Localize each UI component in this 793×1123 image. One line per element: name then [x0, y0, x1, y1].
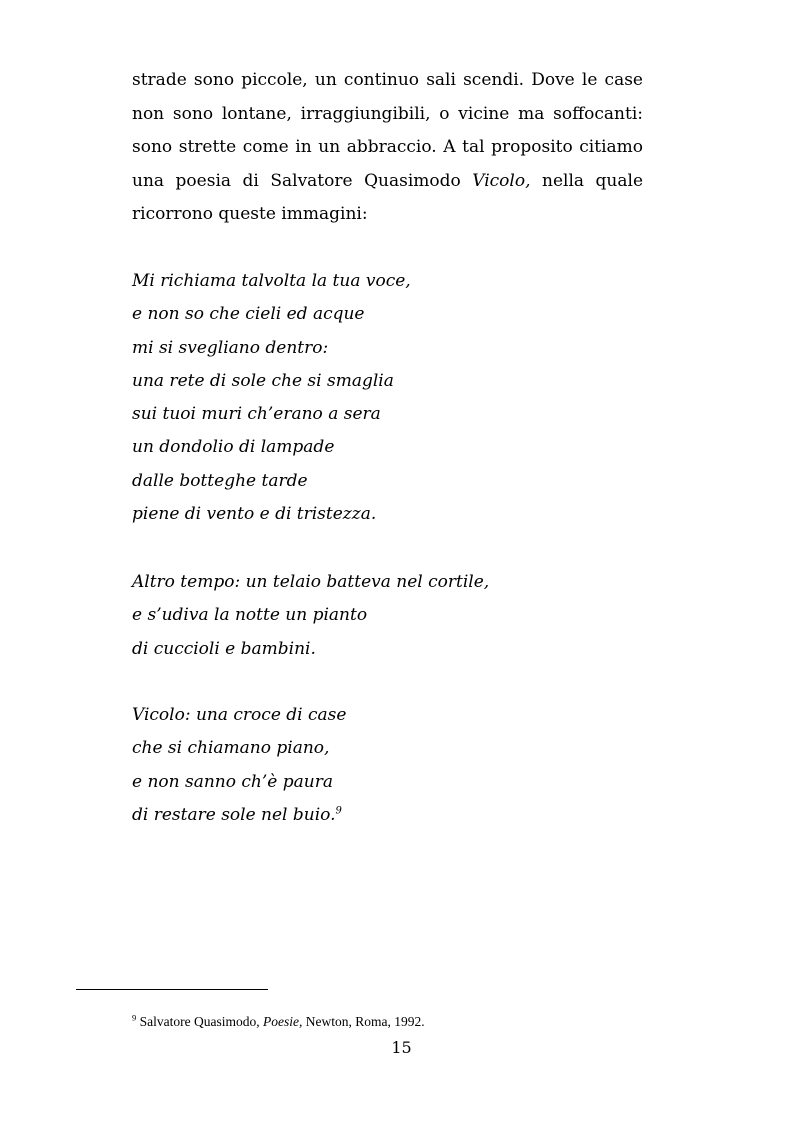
paragraph-line-tail: nella quale	[542, 170, 644, 191]
poem-verse: una rete di sole che si smaglia	[132, 370, 394, 391]
poem-verse-text: di restare sole nel buio.	[132, 804, 336, 825]
footnote-author: Salvatore Quasimodo,	[139, 1014, 260, 1029]
footnote-number: 9	[132, 1012, 137, 1023]
poem-verse: di cuccioli e bambini.	[132, 638, 316, 659]
paragraph-line: non sono lontane, irraggiungibili, o vicine ma soffocanti:	[132, 103, 643, 124]
footnote-reference[interactable]: 9	[335, 805, 342, 817]
poem-verse: mi si svegliano dentro:	[132, 337, 329, 358]
paragraph-line: strade sono piccole, un continuo sali scendi. Dove le case	[132, 70, 643, 90]
footnote-separator	[76, 989, 268, 990]
paragraph-line: sono strette come in un abbraccio. A tal proposito citiamo	[132, 137, 643, 157]
poem-verse: e non so che cieli ed acque	[132, 304, 365, 325]
footnote-work-title: Poesie,	[262, 1014, 303, 1029]
poem-title-inline: Vicolo,	[472, 170, 531, 191]
paragraph-line	[132, 165, 643, 199]
poem-verse: sui tuoi muri ch’erano a sera	[132, 404, 381, 425]
poem-verse: Vicolo: una croce di case	[132, 705, 347, 725]
poem-verse: e s’udiva la notte un pianto	[132, 605, 368, 626]
footnote-details: Newton, Roma, 1992.	[305, 1014, 425, 1029]
poem-verse: Altro tempo: un telaio batteva nel cortile,	[132, 572, 490, 592]
poem-verse	[132, 799, 346, 832]
poem-verse: Mi richiama talvolta la tua voce,	[132, 271, 411, 291]
paragraph-line-text: una poesia di Salvatore Quasimodo	[132, 170, 461, 191]
poem-verse: dalle botteghe tarde	[132, 470, 308, 491]
paragraph-line: ricorrono queste immagini:	[132, 204, 368, 224]
page-number: 15	[391, 1038, 412, 1057]
poem-verse: che si chiamano piano,	[132, 738, 330, 759]
footnote	[132, 1013, 425, 1031]
poem-stanza-1	[132, 265, 411, 531]
poem-verse: e non sanno ch’è paura	[132, 771, 333, 792]
poem-verse: piene di vento e di tristezza.	[132, 504, 377, 525]
poem-stanza-2	[132, 566, 489, 666]
poem-stanza-3	[132, 699, 346, 832]
poem-verse: un dondolio di lampade	[132, 437, 335, 458]
body-paragraph	[132, 64, 643, 232]
